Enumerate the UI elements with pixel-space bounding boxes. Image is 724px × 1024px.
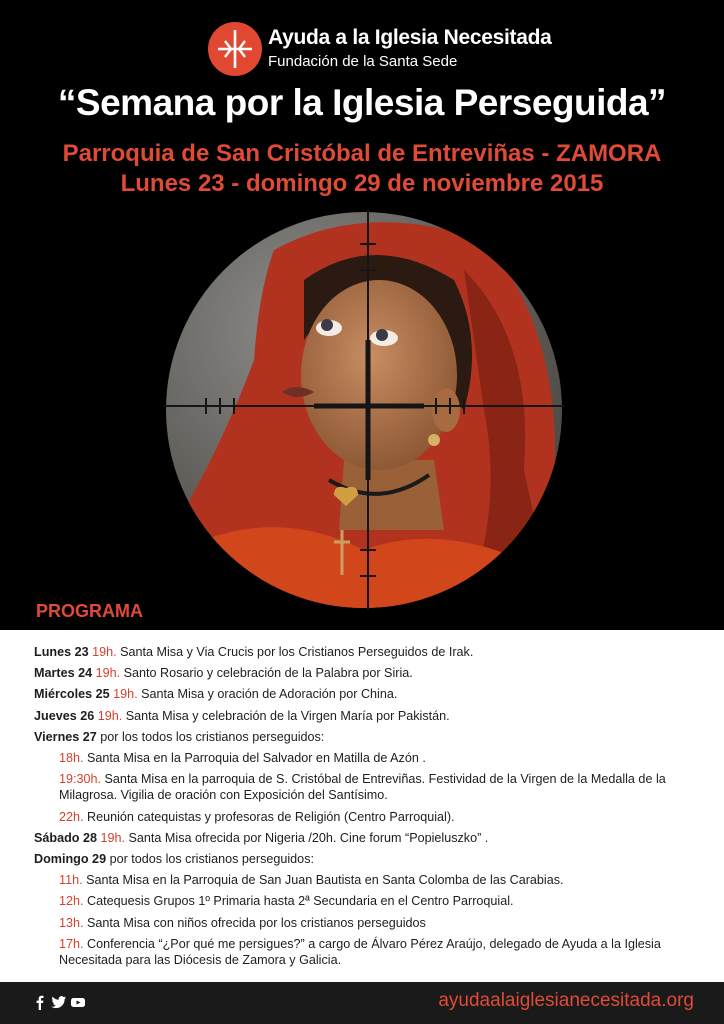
program-entry [34, 729, 714, 745]
social-links [32, 994, 85, 1010]
program-entry [59, 936, 714, 968]
program-time: 19h. [97, 708, 123, 723]
program-entry [34, 665, 714, 681]
program-time: 17h. [59, 936, 84, 951]
program-day: Miércoles 25 [34, 687, 110, 702]
program-time: 22h. [59, 809, 84, 824]
youtube-icon[interactable] [70, 994, 85, 1010]
crosshair-photo [164, 210, 564, 610]
program-description: por los todos los cristianos perseguidos: [100, 729, 325, 744]
program-description: Santa Misa con niños ofrecida por los cristianos perseguidos [83, 915, 426, 930]
program-day: Lunes 23 [34, 645, 89, 659]
program-description: Santa Misa en la Parroquia de San Juan Bautista en Santa Colomba de las Carabias. [82, 873, 564, 888]
program-time: 19h. [95, 666, 121, 681]
program-entry [59, 893, 714, 909]
program-description: Santa Misa y Via Crucis por los Cristianos Perseguidos de Irak. [116, 645, 474, 659]
program-description: Santa Misa en la parroquia de S. Cristóbal de Entreviñas. Festividad de la Virgen de la Medalla de la Milagrosa. Vigilia de oración con Exposición del Santísimo. [59, 772, 666, 803]
footer-bar [0, 982, 724, 1024]
program-time: 13h. [59, 915, 84, 930]
program-day: Martes 24 [34, 666, 93, 681]
program-description: Santa Misa en la Parroquia del Salvador en Matilla de Azón . [83, 751, 426, 766]
organization-subtitle: Fundación de la Santa Sede [268, 53, 458, 70]
program-time: 19:30h. [59, 772, 102, 787]
program-entry [34, 708, 714, 724]
program-time: 12h. [59, 894, 84, 909]
program-entry [59, 872, 714, 888]
program-entry [59, 750, 714, 766]
program-entry [59, 809, 714, 825]
program-time: 19h. [92, 645, 117, 659]
program-entry [59, 915, 714, 931]
parish-location: Parroquia de San Cristóbal de Entreviñas - ZAMORA [62, 140, 662, 167]
website-link[interactable]: ayudaalaiglesianecesitada.org [438, 990, 694, 1011]
program-description: por todos los cristianos perseguidos: [109, 852, 314, 867]
program-day: Sábado 28 [34, 830, 97, 845]
program-panel [0, 630, 724, 982]
program-entry [59, 771, 714, 803]
program-list [34, 644, 714, 973]
twitter-icon[interactable] [51, 994, 66, 1010]
program-entry [34, 830, 714, 846]
program-description: Santa Misa y oración de Adoración por China. [137, 687, 398, 702]
program-time: 19h. [113, 687, 138, 702]
organization-name: Ayuda a la Iglesia Necesitada [268, 26, 552, 49]
program-description: Santa Misa ofrecida por Nigeria /20h. Cine forum “Popieluszko” . [125, 830, 489, 845]
program-description: Santo Rosario y celebración de la Palabra por Siria. [120, 666, 413, 681]
program-entry [34, 644, 714, 660]
program-description: Santa Misa y celebración de la Virgen María por Pakistán. [122, 708, 450, 723]
facebook-icon[interactable] [32, 994, 47, 1010]
program-day: Viernes 27 [34, 729, 97, 744]
aid-church-logo-icon [208, 22, 262, 76]
program-day: Domingo 29 [34, 852, 107, 867]
program-description: Catequesis Grupos 1º Primaria hasta 2ª Secundaria en el Centro Parroquial. [83, 894, 514, 909]
program-entry [34, 851, 714, 867]
program-day: Jueves 26 [34, 708, 95, 723]
event-title: “Semana por la Iglesia Perseguida” [57, 82, 667, 123]
event-dates: Lunes 23 - domingo 29 de noviembre 2015 [120, 170, 604, 197]
program-time: 11h. [59, 873, 83, 888]
program-time: 18h. [59, 751, 84, 766]
program-description: Reunión catequistas y profesoras de Religión (Centro Parroquial). [83, 809, 455, 824]
program-entry [34, 686, 714, 702]
program-time: 19h. [100, 830, 126, 845]
program-heading: PROGRAMA [36, 601, 143, 621]
program-description: Conferencia “¿Por qué me persigues?” a cargo de Álvaro Pérez Araújo, delegado de Ayuda a la Iglesia Necesitada para las Diócesis de Zamora y Galicia. [59, 936, 661, 968]
